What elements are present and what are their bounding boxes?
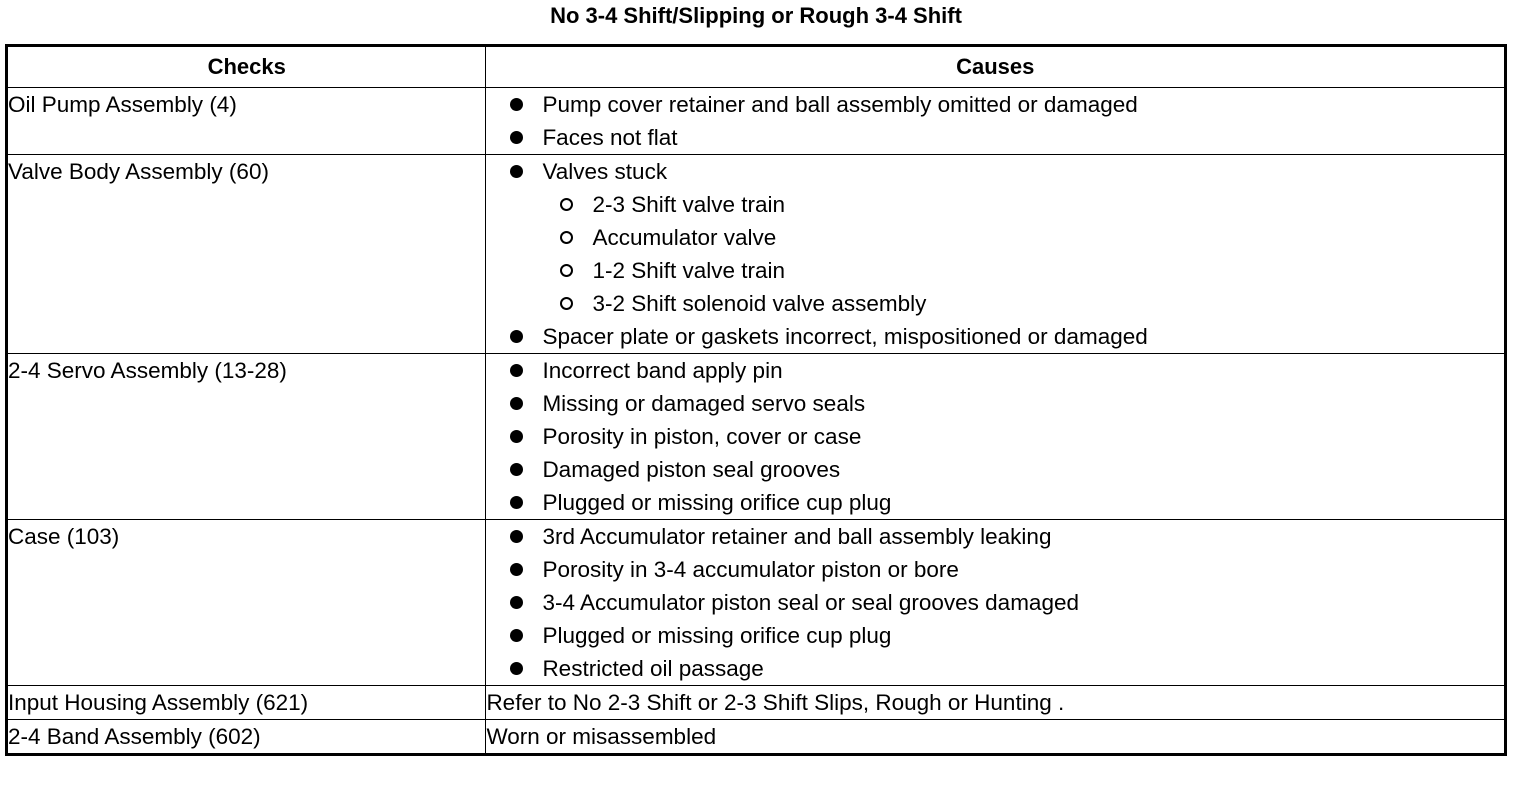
cause-bullet-item: Plugged or missing orifice cup plug [486,486,1504,519]
causes-cell [486,354,1506,520]
cause-cell: Worn or misassembled [486,720,1506,755]
causes-column-header: Causes [486,46,1506,88]
cause-bullet-item: Pump cover retainer and ball assembly omitted or damaged [486,88,1504,121]
cause-bullet-item: Porosity in piston, cover or case [486,420,1504,453]
check-cell: Valve Body Assembly (60) [7,155,486,354]
causes-cell [486,88,1506,155]
checks-column-header: Checks [7,46,486,88]
check-cell: Case (103) [7,520,486,686]
cause-bullet-item: Restricted oil passage [486,652,1504,685]
cause-bullet-item: 3rd Accumulator retainer and ball assembly leaking [486,520,1504,553]
cause-reference-cell: Refer to No 2-3 Shift or 2-3 Shift Slips, Rough or Hunting . [486,686,1506,720]
cause-sub-item: 1-2 Shift valve train [486,254,1504,287]
cause-bullet-item: Plugged or missing orifice cup plug [486,619,1504,652]
table-row [7,520,1506,686]
cause-bullet-item: Spacer plate or gaskets incorrect, mispositioned or damaged [486,320,1504,353]
cause-bullet-item: Damaged piston seal grooves [486,453,1504,486]
table-row [7,155,1506,354]
diagnosis-table [5,44,1507,756]
check-cell: 2-4 Servo Assembly (13-28) [7,354,486,520]
cause-sub-item: 3-2 Shift solenoid valve assembly [486,287,1504,320]
cause-bullet-item: Faces not flat [486,121,1504,154]
check-cell: 2-4 Band Assembly (602) [7,720,486,755]
table-row [7,88,1506,155]
causes-cell [486,520,1506,686]
page-title: No 3-4 Shift/Slipping or Rough 3-4 Shift [550,3,962,28]
table-row [7,686,1506,720]
cause-bullet-item: 3-4 Accumulator piston seal or seal grooves damaged [486,586,1504,619]
check-cell: Input Housing Assembly (621) [7,686,486,720]
cause-bullet-item: Valves stuck [486,155,1504,188]
cause-sub-item: 2-3 Shift valve train [486,188,1504,221]
cause-bullet-item: Missing or damaged servo seals [486,387,1504,420]
table-row [7,720,1506,755]
cause-sub-item: Accumulator valve [486,221,1504,254]
check-cell: Oil Pump Assembly (4) [7,88,486,155]
table-header-row [7,46,1506,88]
cause-bullet-item: Incorrect band apply pin [486,354,1504,387]
table-row [7,354,1506,520]
cause-bullet-item: Porosity in 3-4 accumulator piston or bore [486,553,1504,586]
causes-cell [486,155,1506,354]
